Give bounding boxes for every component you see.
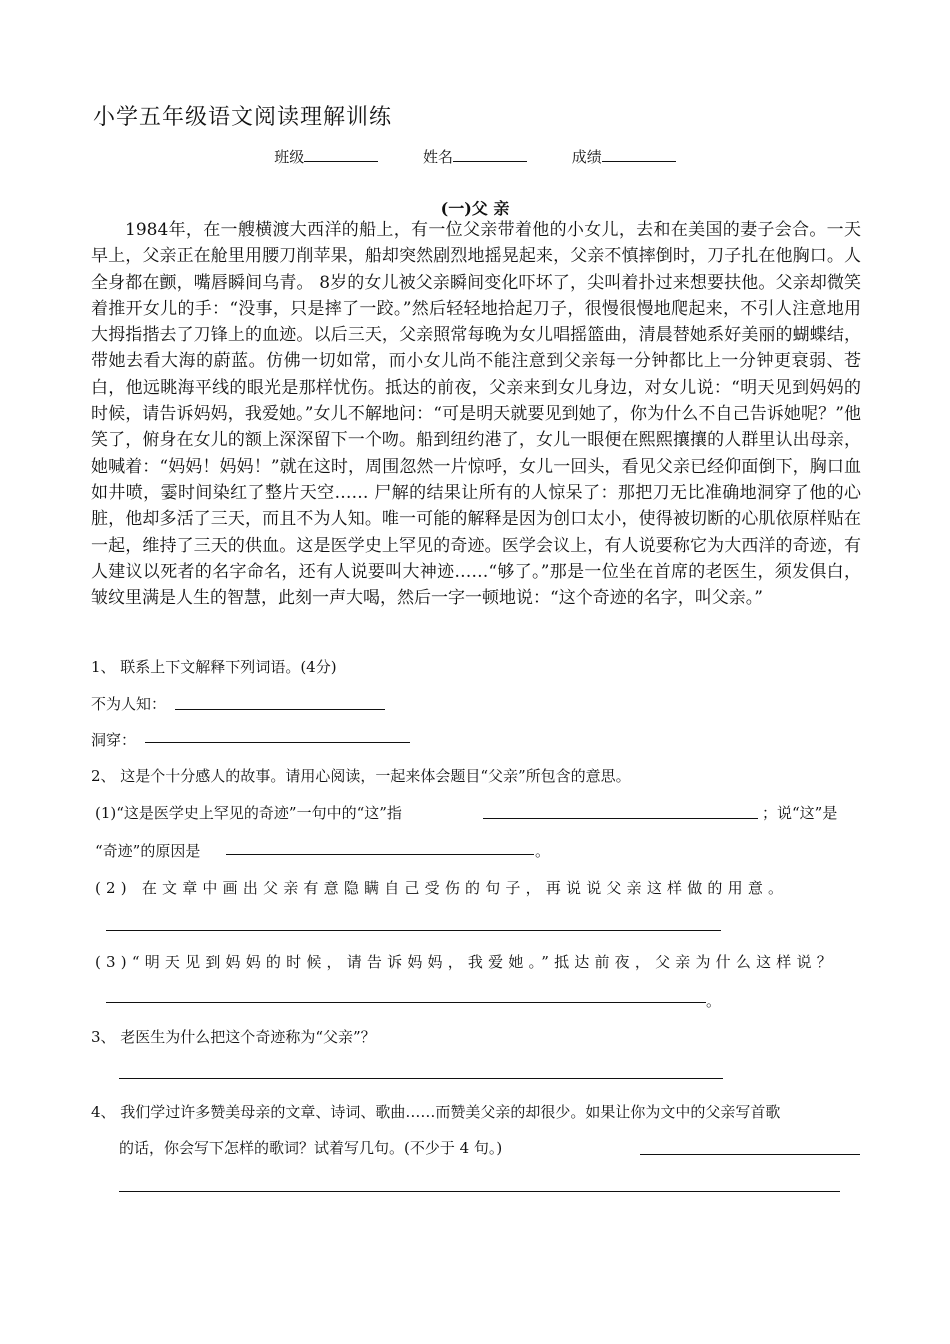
- answer-line-2-1-b[interactable]: [226, 854, 534, 855]
- question-2-sub-2: (2) 在文章中画出父亲有意隐瞒自己受伤的句子，再说说父亲这样做的用意。: [95, 879, 789, 897]
- score-blank[interactable]: [602, 147, 676, 162]
- question-1-term-2: 洞穿：: [91, 731, 137, 749]
- answer-line-term-1[interactable]: [175, 709, 385, 710]
- question-2-sub-3-end: 。: [706, 992, 722, 1010]
- question-4-prompt-line-2: 的话，你会写下怎样的歌词？试着写几句。(不少于 4 句。): [119, 1139, 503, 1157]
- answer-line-2-3[interactable]: [106, 1002, 706, 1003]
- score-label: 成绩: [571, 148, 602, 166]
- answer-line-4-e[interactable]: [792, 1191, 840, 1192]
- answer-line-4-d[interactable]: [407, 1191, 792, 1192]
- answer-line-3[interactable]: [119, 1078, 723, 1079]
- score-field: [572, 146, 676, 167]
- question-2-sub-1-part-3: “奇迹”的原因是: [95, 842, 201, 860]
- question-2-prompt: 2、 这是个十分感人的故事。请用心阅读，一起来体会题目“父亲”所包含的意思。: [91, 767, 631, 785]
- question-2-sub-1-end: 。: [535, 842, 551, 860]
- question-4-prompt-line-1: 4、 我们学过许多赞美母亲的文章、诗词、歌曲……而赞美父亲的却很少。如果让你为文中的父亲写首歌: [91, 1103, 781, 1121]
- answer-line-2-1-a[interactable]: [483, 818, 758, 819]
- name-blank[interactable]: [453, 147, 527, 162]
- answer-line-term-2[interactable]: [145, 742, 410, 743]
- question-2-sub-3: (3)“明天见到妈妈的时候，请告诉妈妈，我爱她。”抵达前夜，父亲为什么这样说？: [95, 953, 837, 971]
- answer-line-4-b[interactable]: [119, 1191, 289, 1192]
- article-heading: (一)父 亲: [440, 199, 510, 218]
- name-field: [423, 146, 527, 167]
- question-1-prompt: 1、 联系上下文解释下列词语。(4分): [91, 658, 337, 676]
- answer-line-4-a[interactable]: [640, 1154, 860, 1155]
- class-field: [274, 146, 378, 167]
- page-title: 小学五年级语文阅读理解训练: [93, 105, 393, 130]
- answer-line-4-c[interactable]: [289, 1191, 407, 1192]
- question-2-sub-1-part-1: (1)“这是医学史上罕见的奇迹”一句中的“这”指: [95, 804, 402, 822]
- article-body: 1984年，在一艘横渡大西洋的船上，有一位父亲带着他的小女儿，去和在美国的妻子会合。一天早上，父亲正在舱里用腰刀削苹果，船却突然剧烈地摇晃起来，父亲不慎摔倒时，刀子扎在他胸口。人全身都在颤，嘴唇瞬间乌青。 8岁的女儿被父亲瞬间变化吓坏了，尖叫着扑过来想要扶他。父亲却微笑着推开女儿的手：“没事，只是摔了一跤。”然后轻轻地拾起刀子，很慢很慢地爬起来，不引人注意地用大拇指揩去了刀锋上的血迹。以后三天，父亲照常每晚为女儿唱摇篮曲，清晨替她系好美丽的蝴蝶结，带她去看大海的蔚蓝。仿佛一切如常，而小女儿尚不能注意到父亲每一分钟都比上一分钟更衰弱、苍白，他远眺海平线的眼光是那样忧伤。抵达的前夜，父亲来到女儿身边，对女儿说：“明天见到妈妈的时候，请告诉妈妈，我爱她。”女儿不解地问：“可是明天就要见到她了，你为什么不自己告诉她呢？”他笑了，俯身在女儿的额上深深留下一个吻。船到纽约港了，女儿一眼便在熙熙攘攘的人群里认出母亲，她喊着：“妈妈！妈妈！”就在这时，周围忽然一片惊呼，女儿一回头，看见父亲已经仰面倒下，胸口血如井喷，霎时间染红了整片天空…… 尸解的结果让所有的人惊呆了：那把刀无比准确地洞穿了他的心脏，他却多活了三天，而且不为人知。唯一可能的解释是因为创口太小，使得被切断的心肌依原样贴在一起，维持了三天的供血。这是医学史上罕见的奇迹。医学会议上，有人说要称它为大西洋的奇迹，有人建议以死者的名字命名，还有人说要叫大神迹……“够了。”那是一位坐在首席的老医生，须发俱白，皱纹里满是人生的智慧，此刻一声大喝，然后一字一顿地说：“这个奇迹的名字，叫父亲。”: [91, 220, 861, 609]
- question-3-prompt: 3、 老医生为什么把这个奇迹称为“父亲”？: [91, 1028, 376, 1046]
- name-label: 姓名: [422, 148, 453, 166]
- answer-line-2-2[interactable]: [106, 930, 721, 931]
- student-info-row: [0, 146, 950, 167]
- question-2-sub-1-part-2: ；说“这”是: [762, 804, 838, 822]
- class-label: 班级: [274, 148, 305, 166]
- question-1-term-1: 不为人知：: [91, 695, 167, 713]
- class-blank[interactable]: [304, 147, 378, 162]
